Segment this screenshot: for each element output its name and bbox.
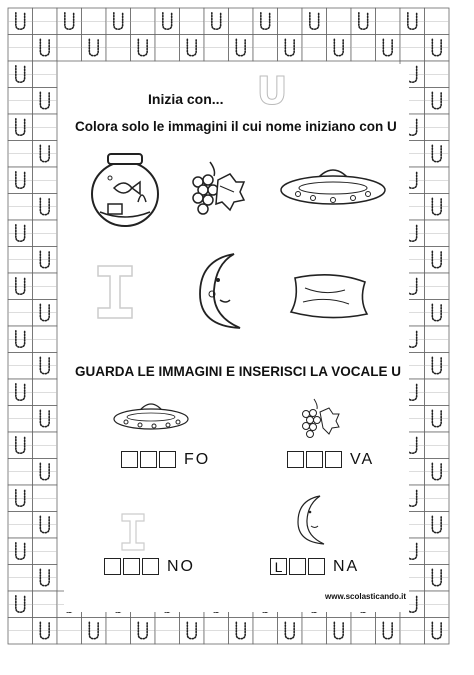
website-credit: www.scolasticando.it — [325, 592, 407, 601]
letter-box-3[interactable] — [142, 558, 159, 575]
grapes-small-image — [300, 398, 340, 440]
instruction-1: Colora solo le immagini il cui nome iniziano con U — [75, 119, 397, 134]
ufo-image[interactable] — [278, 162, 388, 214]
pillow-image[interactable] — [285, 268, 370, 318]
title: Inizia con... — [148, 91, 224, 107]
word-suffix: FO — [184, 451, 211, 468]
letter-box-2[interactable] — [306, 451, 323, 468]
word-suffix: NO — [167, 558, 195, 575]
moon-small-image — [292, 494, 332, 546]
outlined-letter-u — [253, 69, 291, 113]
word-row-2 — [287, 451, 374, 468]
letter-box-1[interactable] — [287, 451, 304, 468]
word-row-3 — [104, 558, 195, 575]
word-suffix: NA — [333, 558, 360, 575]
worksheet-panel — [64, 64, 409, 612]
svg-text:U: U — [256, 69, 288, 113]
ufo-small-image — [112, 398, 190, 436]
fishbowl-image[interactable] — [88, 150, 163, 228]
letter-box-2[interactable] — [123, 558, 140, 575]
letter-box-3[interactable] — [308, 558, 325, 575]
letter-box-1[interactable]: L — [270, 558, 287, 575]
letter-i-small-image — [118, 512, 148, 552]
moon-image[interactable] — [190, 250, 255, 332]
letter-box-2[interactable] — [289, 558, 306, 575]
word-suffix: VA — [350, 451, 375, 468]
instruction-2: GUARDA LE IMMAGINI E INSERISCI LA VOCALE U — [75, 364, 402, 379]
letter-box-3[interactable] — [159, 451, 176, 468]
letter-box-1[interactable] — [104, 558, 121, 575]
letter-box-2[interactable] — [140, 451, 157, 468]
outlined-letter-i-image[interactable] — [92, 262, 138, 322]
letter-box-3[interactable] — [325, 451, 342, 468]
grapes-image[interactable] — [190, 160, 245, 218]
letter-box-1[interactable] — [121, 451, 138, 468]
word-row-4 — [270, 558, 359, 575]
word-row-1 — [121, 451, 210, 468]
